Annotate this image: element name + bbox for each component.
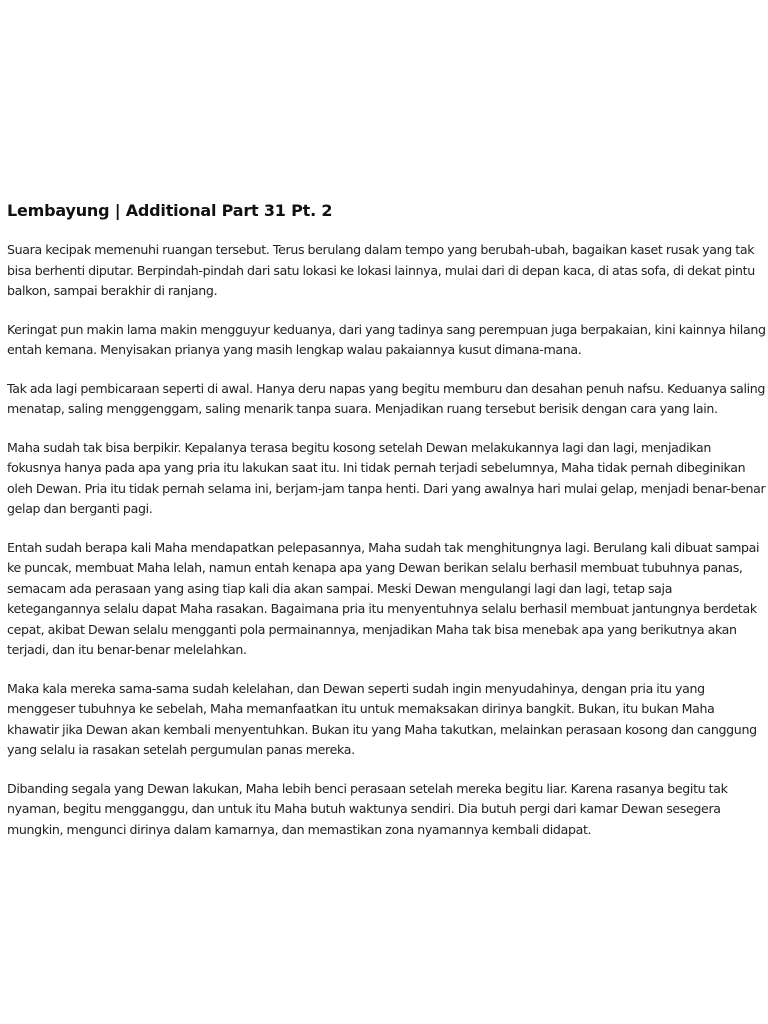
article	[7, 200, 766, 858]
article-title: Lembayung | Additional Part 31 Pt. 2	[7, 201, 333, 220]
article-paragraph: Dibanding segala yang Dewan lakukan, Maha lebih benci perasaan setelah mereka begitu liar. Karena rasanya begitu tak nyaman, begitu mengganggu, dan untuk itu Maha butuh waktunya sendiri. Dia butuh pergi dari kamar Dewan sesegera mungkin, mengunci dirinya dalam kamarnya, dan memastikan zona nyamannya kembali didapat.	[7, 780, 728, 837]
article-paragraph: Entah sudah berapa kali Maha mendapatkan pelepasannya, Maha sudah tak menghitungnya lagi. Berulang kali dibuat sampai ke puncak, membuat Maha lelah, namun entah kenapa apa yang Dewan berikan selalu berhasil membuat tubuhnya panas, semacam ada perasaan yang asing tiap kali dia akan sampai. Meski Dewan mengulangi lagi dan lagi, tetap saja ketegangannya selalu dapat Maha rasakan. Bagaimana pria itu menyentuhnya selalu berhasil membuat jantungnya berdetak cepat, akibat Dewan selalu mengganti pola permainannya, menjadikan Maha tak bisa menebak apa yang berikutnya akan terjadi, dan itu benar-benar melelahkan.	[7, 539, 760, 657]
article-paragraph: Keringat pun makin lama makin mengguyur keduanya, dari yang tadinya sang perempuan juga berpakaian, kini kainnya hilang entah kemana. Menyisakan prianya yang masih lengkap walau pakaiannya kusut dimana-mana.	[7, 321, 766, 357]
article-paragraph: Suara kecipak memenuhi ruangan tersebut. Terus berulang dalam tempo yang berubah-ubah, bagaikan kaset rusak yang tak bisa berhenti diputar. Berpindah-pindah dari satu lokasi ke lokasi lainnya, mulai dari di depan kaca, di atas sofa, di dekat pintu balkon, sampai berakhir di ranjang.	[7, 242, 755, 298]
article-paragraph: Maka kala mereka sama-sama sudah kelelahan, dan Dewan seperti sudah ingin menyudahinya, dengan pria itu yang menggeser tubuhnya ke sebelah, Maha memanfaatkan itu untuk memaksakan dirinya bangkit. Bukan, itu bukan Maha khawatir jika Dewan akan kembali menyentuhkan. Bukan itu yang Maha takutkan, melainkan perasaan kosong dan canggung yang selalu ia rasakan setelah pergumulan panas mereka.	[7, 680, 757, 757]
article-paragraph: Maha sudah tak bisa berpikir. Kepalanya terasa begitu kosong setelah Dewan melakukannya lagi dan lagi, menjadikan fokusnya hanya pada apa yang pria itu lakukan saat itu. Ini tidak pernah terjadi sebelumnya, Maha tidak pernah dibeginikan oleh Dewan. Pria itu tidak pernah selama ini, berjam-jam tanpa henti. Dari yang awalnya hari mulai gelap, menjadi benar-benar gelap dan berganti pagi.	[7, 439, 766, 516]
article-paragraph: Tak ada lagi pembicaraan seperti di awal. Hanya deru napas yang begitu memburu dan desahan penuh nafsu. Keduanya saling menatap, saling menggenggam, saling menarik tanpa suara. Menjadikan ruang tersebut berisik dengan cara yang lain.	[7, 380, 766, 416]
